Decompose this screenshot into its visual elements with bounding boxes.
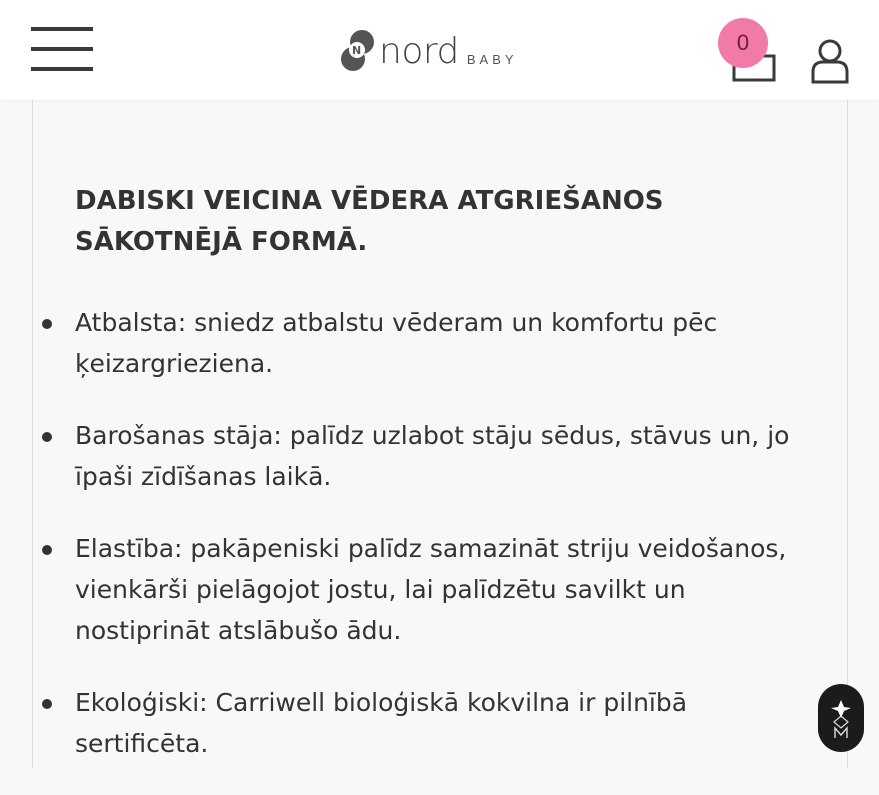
feature-list (75, 302, 815, 795)
list-item: Elastība: pakāpeniski palīdz samazināt striju veidošanos, vienkārši pielāgojot jostu, lai palīdzētu savilkt un nostiprināt atslābušo ādu. (75, 528, 815, 651)
user-icon (810, 38, 850, 84)
nord-baby-logo[interactable] (340, 28, 518, 74)
floating-widget-button[interactable] (818, 684, 864, 752)
logo-wordmark: nord (379, 31, 459, 72)
logo-mark-icon (340, 28, 376, 74)
site-header (0, 0, 879, 100)
section-heading: DABISKI VEICINA VĒDERA ATGRIEŠANOS SĀKOTNĒJĀ FORMĀ. (75, 186, 664, 257)
product-description (32, 100, 848, 768)
cart-count-badge: 0 (718, 18, 768, 68)
svg-text:N: N (352, 44, 362, 57)
list-item: Atbalsta: sniedz atbalstu vēderam un komfortu pēc ķeizargrieziena. (75, 302, 815, 384)
logo-subtitle: BABY (466, 52, 518, 67)
cart-button[interactable] (718, 18, 778, 84)
brand-badge-icon (818, 684, 864, 752)
menu-button[interactable] (31, 27, 93, 71)
list-item: Barošanas stāja: palīdz uzlabot stāju sēdus, stāvus un, jo īpaši zīdīšanas laikā. (75, 415, 815, 497)
list-item: Ekoloģiski: Carriwell bioloģiskā kokvilna ir pilnībā sertificēta. (75, 682, 815, 764)
account-button[interactable] (810, 38, 850, 84)
